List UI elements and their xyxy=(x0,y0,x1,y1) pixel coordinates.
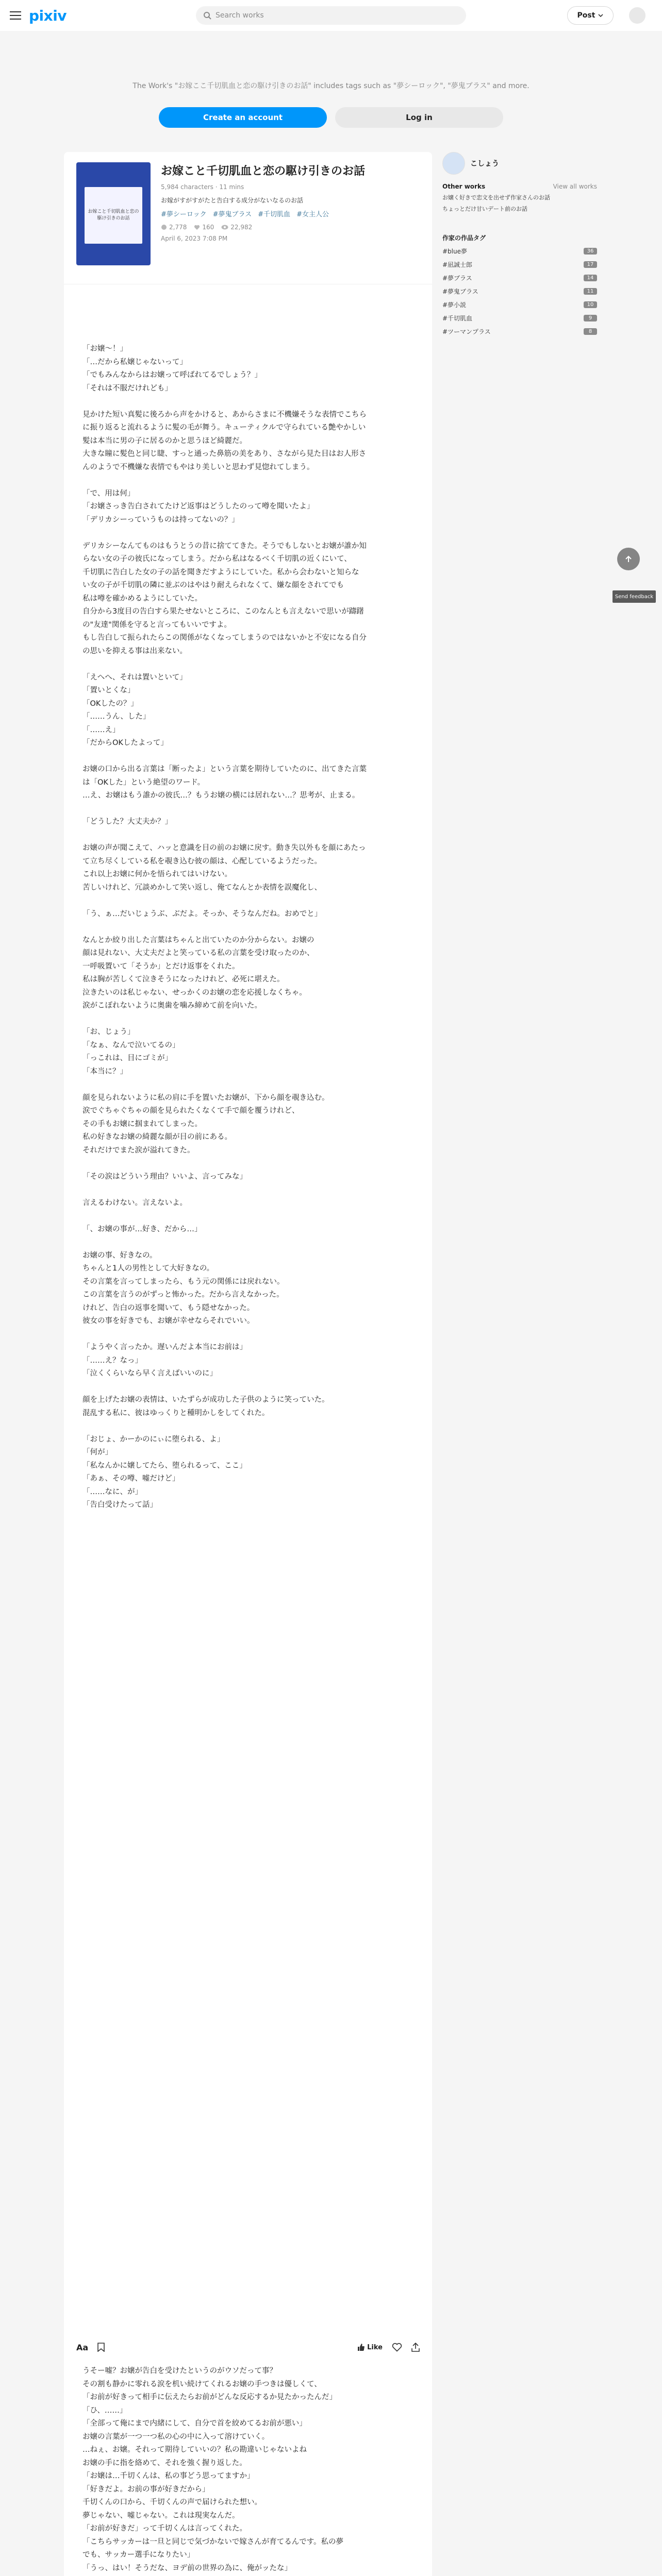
author-tag-item[interactable] xyxy=(442,247,597,256)
author-tag-item[interactable] xyxy=(442,314,597,323)
thumbs-up-icon xyxy=(357,2343,365,2351)
novel-line: の思いを抑える事は出来ない。 xyxy=(82,647,187,655)
novel-line: お嬢の声が聞こえて、ハッと意識を目の前のお嬢に戻す。動き失以外もを顔にあたっ xyxy=(82,844,366,852)
heart-outline-icon[interactable] xyxy=(392,2343,402,2352)
create-account-button[interactable]: Create an account xyxy=(159,107,327,128)
novel-line: ちゃんと1人の男性として大好きなの。 xyxy=(82,1264,214,1273)
tag-link[interactable]: #夢鬼ブラス xyxy=(212,210,252,218)
novel-line: 「お前が好きだ」って千切くんは言ってくれた。 xyxy=(82,2524,247,2533)
other-work-link[interactable]: ちょっとだけ甘いデート前のお話 xyxy=(442,206,527,212)
novel-line: けれど、告白の返事を聞いて、もう隠せなかった。 xyxy=(82,1303,255,1312)
paragraph-gap xyxy=(82,1013,412,1026)
novel-line: 涙でぐちゃぐちゃの顔を見られたくなくて手で顔を覆うけれど、 xyxy=(82,1107,300,1115)
novel-line: 「でもみんなからはお嬢って呼ばれてるでしょう？」 xyxy=(82,371,262,379)
novel-line: 「、お嬢の事が…好き、だから…」 xyxy=(82,1225,202,1233)
like-count: 2,778 xyxy=(169,223,187,231)
novel-line: 「うっ、はい！そうだな、ヨデ前の世界の為に、俺がッたな」 xyxy=(82,2564,292,2572)
novel-line: その言葉を言ってしまったら、もう元の関係には戻れない。 xyxy=(82,1277,285,1286)
author-tag-name: #blue夢 xyxy=(442,248,467,255)
novel-line: もし告白して振られたらこの関係がなくなってしまうのではないかと不安になる自分 xyxy=(82,634,367,642)
sidebar-author-name[interactable]: こしょう xyxy=(470,160,499,168)
novel-line: 「本当に？」 xyxy=(82,1067,127,1076)
chevron-down-icon xyxy=(598,14,603,17)
novel-line: 自分から3度目の告白すら果たせないところに、このなんとも言えないで思いが躊躇 xyxy=(82,607,364,616)
author-tag-count: 11 xyxy=(584,288,597,295)
novel-line: 顔を上げたお嬢の表情は、いたずらが成功した子供のように笑っていた。 xyxy=(82,1396,329,1404)
novel-line: うそー嘘？お嬢が告白を受けたというのがウソだって事？ xyxy=(82,2367,277,2375)
paragraph-gap xyxy=(82,1183,412,1197)
novel-body xyxy=(82,343,412,1512)
paragraph-gap xyxy=(82,750,412,764)
paragraph-gap xyxy=(82,1236,412,1249)
novel-line: い女の子が千切肌の隣に並ぶのはやはり耐えられなくて、嫌な顔をされてでも xyxy=(82,581,344,589)
hamburger-menu-icon[interactable] xyxy=(8,8,23,23)
novel-line: その割も静かに零れる涙を机い続けてくれるお嬢の手つきは優しくて、 xyxy=(82,2380,322,2388)
novel-line: 「好きだよ。お前の事が好きだから」 xyxy=(82,2485,210,2494)
cover-image xyxy=(76,162,151,265)
author-tag-count: 8 xyxy=(584,328,597,335)
author-tag-item[interactable] xyxy=(442,274,597,282)
novel-line: 私の好きなお嬢の綺麗な顔が目の前にある。 xyxy=(82,1133,232,1141)
author-tags xyxy=(442,233,597,336)
novel-line: 苦しいけれど、冗談めかして笑い返し、俺てなんとか表情を誤魔化し、 xyxy=(82,883,322,892)
paragraph-gap xyxy=(82,1420,412,1433)
novel-line: 「う、ぁ…だいじょうぶ、ぶだよ。そっか、そうなんだね。おめでと」 xyxy=(82,909,322,918)
paragraph-gap xyxy=(82,1078,412,1092)
novel-line: お嬢の言葉が一つ一つ私の心の中に入って溶けていく。 xyxy=(82,2432,270,2441)
novel-line: 「置いとくな」 xyxy=(82,686,135,694)
author-tag-name: #夢ブラス xyxy=(442,275,472,282)
novel-line: 「告白受けたって話」 xyxy=(82,1501,157,1509)
post-label: Post xyxy=(577,11,595,20)
author-tag-item[interactable] xyxy=(442,287,597,296)
author-tag-item[interactable] xyxy=(442,300,597,309)
novel-line: は「OKした」という絶望のワード。 xyxy=(82,778,205,787)
banner-text: The Work's "お嫁ここ千切肌血と恋の駆け引きのお話" includes tags such as "夢シーロック", "夢鬼ブラス" and more. xyxy=(133,82,529,90)
author-tag-count: 17 xyxy=(584,261,597,268)
paragraph-gap xyxy=(82,1328,412,1342)
paragraph-gap xyxy=(82,1210,412,1223)
like-label: Like xyxy=(367,2343,383,2351)
work-stats xyxy=(161,224,420,231)
author-tag-item[interactable] xyxy=(442,260,597,269)
author-tag-item[interactable] xyxy=(442,327,597,336)
novel-line: 「おじょ、かーかのにぃに堕られる、よ」 xyxy=(82,1435,225,1444)
author-tag-count: 14 xyxy=(584,275,597,281)
novel-line: 「……なに、が」 xyxy=(82,1487,142,1496)
author-tag-name: #夢鬼ブラス xyxy=(442,288,478,295)
novel-line: 「泣くくらいなら早く言えばいいのに」 xyxy=(82,1369,217,1378)
novel-line: 「お前が好きって相手に伝えたらお前がどんな反応するか見たかったんだ」 xyxy=(82,2393,337,2401)
novel-line: 「どうした？大丈夫か？」 xyxy=(82,818,172,826)
novel-line: 「…だから私嬢じゃないって」 xyxy=(82,358,187,366)
novel-line: 私は胸が苦しくて泣きそうになったけれど、必死に堪えた。 xyxy=(82,975,285,984)
paragraph-gap xyxy=(82,395,412,409)
novel-line: 「っこれは、目にゴミが」 xyxy=(82,1054,172,1062)
novel-line: 「ようやく言ったか。遅いんだよ本当にお前は」 xyxy=(82,1343,247,1351)
heart-icon xyxy=(194,224,200,230)
novel-line: 「……え？なっ」 xyxy=(82,1356,142,1365)
novel-line: …ねぇ、お嬢。それって期待していいの？私の勘違いじゃないよね xyxy=(82,2446,307,2454)
search-placeholder: Search works xyxy=(216,11,264,20)
novel-line: 混乱する私に、彼はゆっくりと種明かしをしてくれた。 xyxy=(82,1409,270,1417)
novel-line: 大きな瞳に髪色と同じ睫、すっと通った鼻筋の美をあり、さながら見た目はお人形さ xyxy=(82,450,367,458)
author-tag-name: #ツーマンプラス xyxy=(442,328,491,335)
novel-line: 「で、用は何」 xyxy=(82,489,135,498)
arrow-up-icon xyxy=(624,555,633,563)
novel-line: 「お嬢さっき告白されてたけど返事はどうしたのって噂を聞いたよ」 xyxy=(82,502,315,511)
paragraph-gap xyxy=(82,474,412,487)
novel-line: それだけでまた涙が溢れてきた。 xyxy=(82,1146,195,1155)
novel-line: 顔は見れない、大丈夫だよと笑っている私の言葉を受け取ったのか、 xyxy=(82,949,315,957)
author-tag-name: #夢小説 xyxy=(442,301,467,309)
sidebar-author-avatar[interactable] xyxy=(442,152,465,175)
tag-link[interactable]: #夢シーロック xyxy=(161,210,207,218)
paragraph-gap xyxy=(82,921,412,934)
novel-line: の"友達"関係を守ると言ってもいいですよ。 xyxy=(82,620,231,629)
novel-line: に振り返ると流れるように髪の毛が舞う。キューティクルで守られている艶やかしい xyxy=(82,423,366,432)
font-size-button[interactable]: Aa xyxy=(76,2342,89,2352)
novel-line: 「こちらサッカーは一旦と同じで気づかないで嫁さんが育てるんです。私の夢 xyxy=(82,2537,344,2546)
bookmark-count: 160 xyxy=(202,223,214,231)
like-button[interactable] xyxy=(357,2343,383,2351)
view-count: 22,982 xyxy=(230,223,253,231)
novel-line: 「デリカシーっていうものは持ってないの？」 xyxy=(82,515,239,524)
novel-line: 言えるわけない。言えないよ。 xyxy=(82,1198,187,1207)
work-header xyxy=(76,162,420,265)
author-tag-count: 9 xyxy=(584,315,597,321)
novel-line: 「全部って俺にまで内緒にして、自分で首を絞めてるお前が悪い」 xyxy=(82,2419,307,2428)
novel-line: 「なぁ、なんで泣いてるの」 xyxy=(82,1041,180,1049)
novel-line: その手もお嬢に掴まれてしまった。 xyxy=(82,1120,202,1128)
novel-line: らない女の子の彼氏になってしまう。だから私はなるべく千切肌の近くにいて、 xyxy=(82,555,352,563)
eye-icon xyxy=(221,225,228,230)
signup-banner xyxy=(0,62,662,139)
user-avatar[interactable] xyxy=(629,7,646,24)
sidebar-view-all-link[interactable]: View all works xyxy=(553,183,597,190)
author-tags-title: 作家の作品タグ xyxy=(442,234,486,242)
novel-line: なんとか絞り出した言葉はちゃんと出ていたのか分からない。お嬢の xyxy=(82,936,315,944)
other-works-label: Other works xyxy=(442,183,486,190)
novel-line: でも、サッカー選手になりたい」 xyxy=(82,2551,195,2559)
reader-toolbar xyxy=(76,2339,420,2355)
search-box[interactable] xyxy=(196,6,466,25)
novel-line: て立ち尽くしている私を覗き込む彼の顔は、心配しているようだった。 xyxy=(82,857,322,866)
tag-link[interactable]: #千切肌血 xyxy=(258,210,291,218)
novel-line: 「……え」 xyxy=(82,725,120,734)
login-button[interactable]: Log in xyxy=(335,107,503,128)
other-work-link[interactable]: お嬢く好きで恋文を出せず作家さんのお話 xyxy=(442,194,550,201)
sidebar xyxy=(442,152,597,336)
novel-panel xyxy=(64,152,432,2576)
novel-line: お嬢の口から出る言葉は「断ったよ」という言葉を期待していたのに、出てきた言葉 xyxy=(82,765,367,773)
top-nav xyxy=(0,0,662,31)
novel-body-continued xyxy=(82,2365,412,2576)
tag-link[interactable]: #女主人公 xyxy=(296,210,329,218)
post-date: April 6, 2023 7:08 PM xyxy=(161,234,228,242)
novel-line: 「その涙はどういう理由？いいよ、言ってみな」 xyxy=(82,1172,247,1181)
novel-line: 「お、じょう」 xyxy=(82,1028,135,1036)
novel-line: 「OKしたの？」 xyxy=(82,699,138,708)
search-icon xyxy=(203,11,211,20)
paragraph-gap xyxy=(82,1157,412,1171)
like-icon xyxy=(161,224,167,230)
novel-line: んのようで不機嫌な表情でもやはり美しいと思わず見惚れてしまう。 xyxy=(82,463,315,471)
novel-line: お嬢の手に指を絡めて、それを強く握り返した。 xyxy=(82,2459,247,2467)
post-button[interactable] xyxy=(567,6,614,25)
novel-line: 夢じゃない、嘘じゃない。これは現実なんだ。 xyxy=(82,2511,240,2520)
pixiv-logo[interactable]: pixiv xyxy=(29,7,67,24)
work-title: お嫁こと千切肌血と恋の駆け引きのお話 xyxy=(161,165,366,178)
novel-line: 彼女の事を好きでも、お嬢が幸せならそれでいい。 xyxy=(82,1317,255,1325)
share-icon[interactable] xyxy=(411,2343,420,2352)
novel-line: 「私なんかに嬢してたら、堕られるって、ここ」 xyxy=(82,1461,247,1470)
author-tag-count: 36 xyxy=(584,248,597,255)
novel-line: 「えへへ、それは置いといて」 xyxy=(82,673,187,682)
novel-line: 髪は本当に男の子に居るのかと思うほど綺麗だ。 xyxy=(82,436,247,445)
paragraph-gap xyxy=(82,803,412,816)
author-tag-count: 10 xyxy=(584,301,597,308)
send-feedback-button[interactable]: Send feedback xyxy=(613,590,656,603)
paragraph-gap xyxy=(82,894,412,908)
novel-line: 「それは不服だけれども」 xyxy=(82,384,172,393)
tag-list xyxy=(161,209,420,218)
paragraph-gap xyxy=(82,1381,412,1394)
novel-line: 涙がこぼれないように奥歯を噛み締めて前を向いた。 xyxy=(82,1002,262,1010)
paragraph-gap xyxy=(82,527,412,540)
novel-line: 千切肌に告白した女の子の話を聞きだすようにしていた。私から会わないと知らな xyxy=(82,568,359,577)
novel-line: 泣きたいのは私じゃない、せっかくのお嬢の恋を応援しなくちゃ。 xyxy=(82,988,307,997)
paragraph-gap xyxy=(82,829,412,842)
novel-line: 顔を見られないように私の肩に手を置いたお嬢が、下から顔を覗き込む。 xyxy=(82,1093,329,1102)
novel-line: 「お嬢は…千切くんは、私の事どう思ってますか」 xyxy=(82,2472,255,2480)
novel-line: 私は噂を確かめるようにしていた。 xyxy=(82,594,202,603)
bookmark-icon[interactable] xyxy=(97,2343,105,2352)
paragraph-gap xyxy=(82,658,412,671)
novel-line: 「お嬢〜！」 xyxy=(82,345,127,353)
novel-line: 千切くんの口から、千切くんの声で届けられた想い。 xyxy=(82,2498,262,2506)
novel-line: 「だからOKしたよって」 xyxy=(82,739,168,747)
novel-line: …え、お嬢はもう誰かの彼氏…？もうお嬢の横には居れない…？思考が、止まる。 xyxy=(82,791,360,800)
novel-line: 「ひ、……」 xyxy=(82,2406,127,2415)
work-caption: お嫁がすがすがたと告白する成分がないなるのお話 xyxy=(161,196,304,204)
novel-line: お嬢の事、好きなの。 xyxy=(82,1251,157,1260)
novel-line: 「……うん、した」 xyxy=(82,713,151,721)
author-tag-name: #千切肌血 xyxy=(442,315,473,322)
novel-line: 「あぁ、その噂、嘘だけど」 xyxy=(82,1475,180,1483)
novel-line: これ以上お嬢に何かを悟られてはいけない。 xyxy=(82,870,232,878)
novel-line: 一呼吸置いて「そうか」とだけ返事をくれた。 xyxy=(82,962,240,971)
novel-line: 「何が」 xyxy=(82,1448,112,1456)
work-meta: 5,984 characters · 11 mins xyxy=(161,183,244,191)
novel-line: この言葉を言うのがずっと怖かった。だから言えなかった。 xyxy=(82,1291,284,1299)
scroll-to-top-button[interactable] xyxy=(617,548,640,570)
novel-line: 見かけた短い真髪に後ろから声をかけると、あからさまに不機嫌そうな表情でこちら xyxy=(82,410,367,419)
author-tag-name: #凪誠士郎 xyxy=(442,261,473,268)
cover-title: お嫁こと千切肌血と恋の駆け引きのお話 xyxy=(88,209,139,221)
novel-line: デリカシーなんてものはもうとうの昔に捨ててきた。そうでもしないとお嬢が誰か知 xyxy=(82,541,367,550)
